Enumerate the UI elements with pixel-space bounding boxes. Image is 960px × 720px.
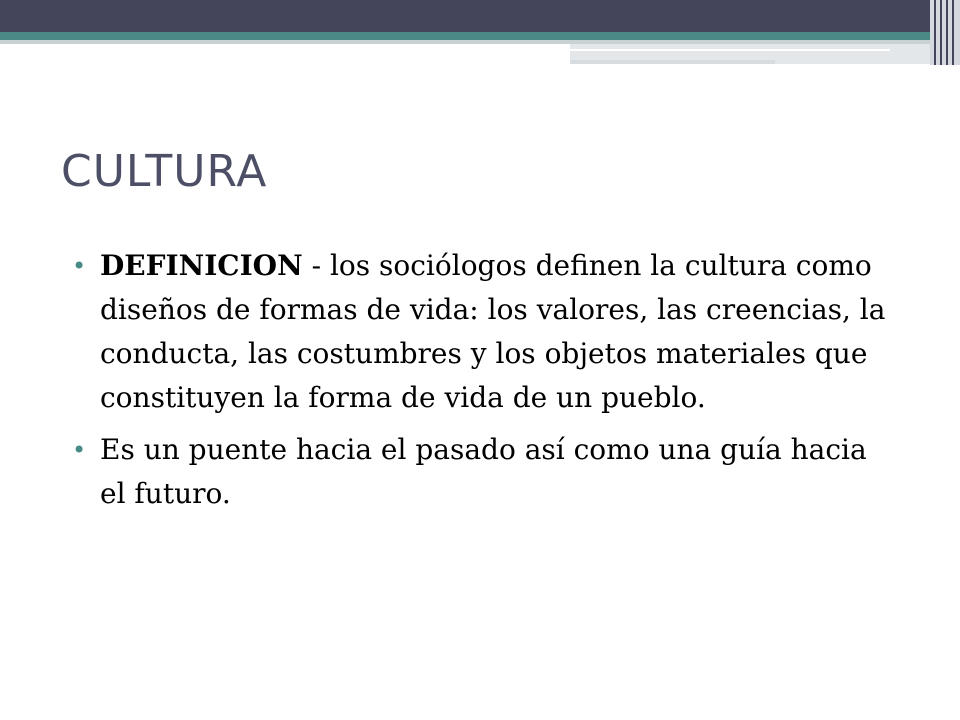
slide-title: CULTURA [61, 146, 268, 197]
header-light-bar-secondary [570, 60, 775, 64]
bullet-icon: • [72, 436, 87, 464]
corner-stripe [934, 0, 936, 65]
bullet-term: DEFINICION [100, 249, 303, 282]
bullet-icon: • [72, 252, 87, 280]
header-highlight-line [568, 49, 890, 51]
corner-stripe [940, 0, 942, 65]
header-accent-stripe [0, 32, 930, 40]
corner-stripe [952, 0, 954, 65]
corner-stripes [930, 0, 960, 65]
bullet-separator: - [302, 249, 330, 282]
bullet-text: los sociólogos definen la cultura como diseños de formas de vida: los valores, las creencias, la conducta, las costumbres y los objetos materiales que constituyen la forma de vida de un pueblo. [100, 249, 886, 414]
bullet-list [70, 244, 890, 524]
bullet-text: Es un puente hacia el pasado así como una guía hacia el futuro. [100, 433, 867, 510]
header-band [0, 0, 960, 32]
bullet-item-puente [70, 428, 890, 516]
corner-stripe [946, 0, 948, 65]
bullet-item-definicion [70, 244, 890, 420]
